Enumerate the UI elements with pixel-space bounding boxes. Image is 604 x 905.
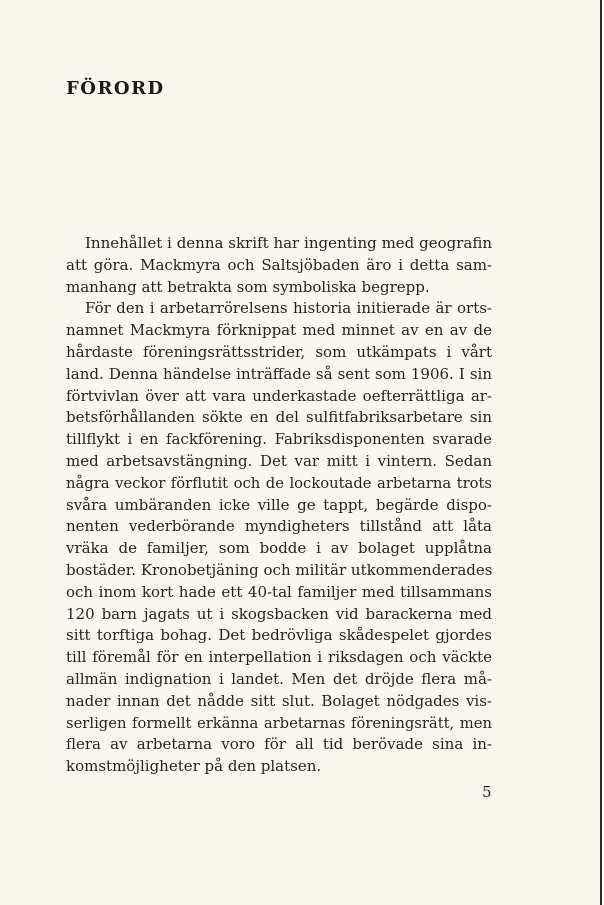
text-line: tillflykt i en fackförening. Fabriksdisponenten svarade <box>66 430 492 449</box>
text-line: hårdaste föreningsrättsstrider, som utkämpats i vårt <box>66 342 492 361</box>
text-line: svåra umbäranden icke ville ge tappt, begärde dispo- <box>66 495 492 514</box>
page-heading: FÖRORD <box>66 78 165 99</box>
text-line: För den i arbetarrörelsens historia initierade är orts- <box>85 299 492 318</box>
text-line: serligen formellt erkänna arbetarnas föreningsrätt, men <box>66 714 492 732</box>
text-line: förtvivlan över att vara underkastade oefterrättliga ar- <box>66 386 492 405</box>
text-line: flera av arbetarna voro för all tid berövade sina in- <box>66 735 492 754</box>
body-text <box>66 233 492 778</box>
text-line: land. Denna händelse inträffade så sent som 1906. I sin <box>66 364 492 383</box>
text-line: att göra. Mackmyra och Saltsjöbaden äro i detta sam- <box>66 255 492 274</box>
text-line: vräka de familjer, som bodde i av bolaget upplåtna <box>66 539 492 558</box>
text-line: sitt torftiga bohag. Det bedrövliga skådespelet gjordes <box>66 626 492 645</box>
text-line: nader innan det nådde sitt slut. Bolaget nödgades vis- <box>66 691 492 710</box>
text-line: betsförhållanden sökte en del sulfitfabriksarbetare sin <box>66 408 492 427</box>
page-number: 5 <box>482 783 492 801</box>
text-line: till föremål för en interpellation i riksdagen och väckte <box>66 648 492 667</box>
text-line: några veckor förflutit och de lockoutade arbetarna trots <box>66 474 492 492</box>
text-line: komstmöjligheter på den platsen. <box>66 757 322 776</box>
text-line: nenten vederbörande myndigheters tillstånd att låta <box>66 517 492 536</box>
text-line: 120 barn jagats ut i skogsbacken vid barackerna med <box>66 604 492 623</box>
text-line: manhang att betrakta som symboliska begrepp. <box>66 277 430 296</box>
text-line: bostäder. Kronobetjäning och militär utkommenderades <box>66 560 493 579</box>
text-line: och inom kort hade ett 40-tal familjer med tillsammans <box>66 582 492 601</box>
text-line: namnet Mackmyra förknippat med minnet av en av de <box>66 321 492 340</box>
text-line: allmän indignation i landet. Men det dröjde flera må- <box>66 669 492 688</box>
text-line: med arbetsavstängning. Det var mitt i vintern. Sedan <box>66 451 492 470</box>
text-line: Innehållet i denna skrift har ingenting med geografin <box>85 234 492 252</box>
